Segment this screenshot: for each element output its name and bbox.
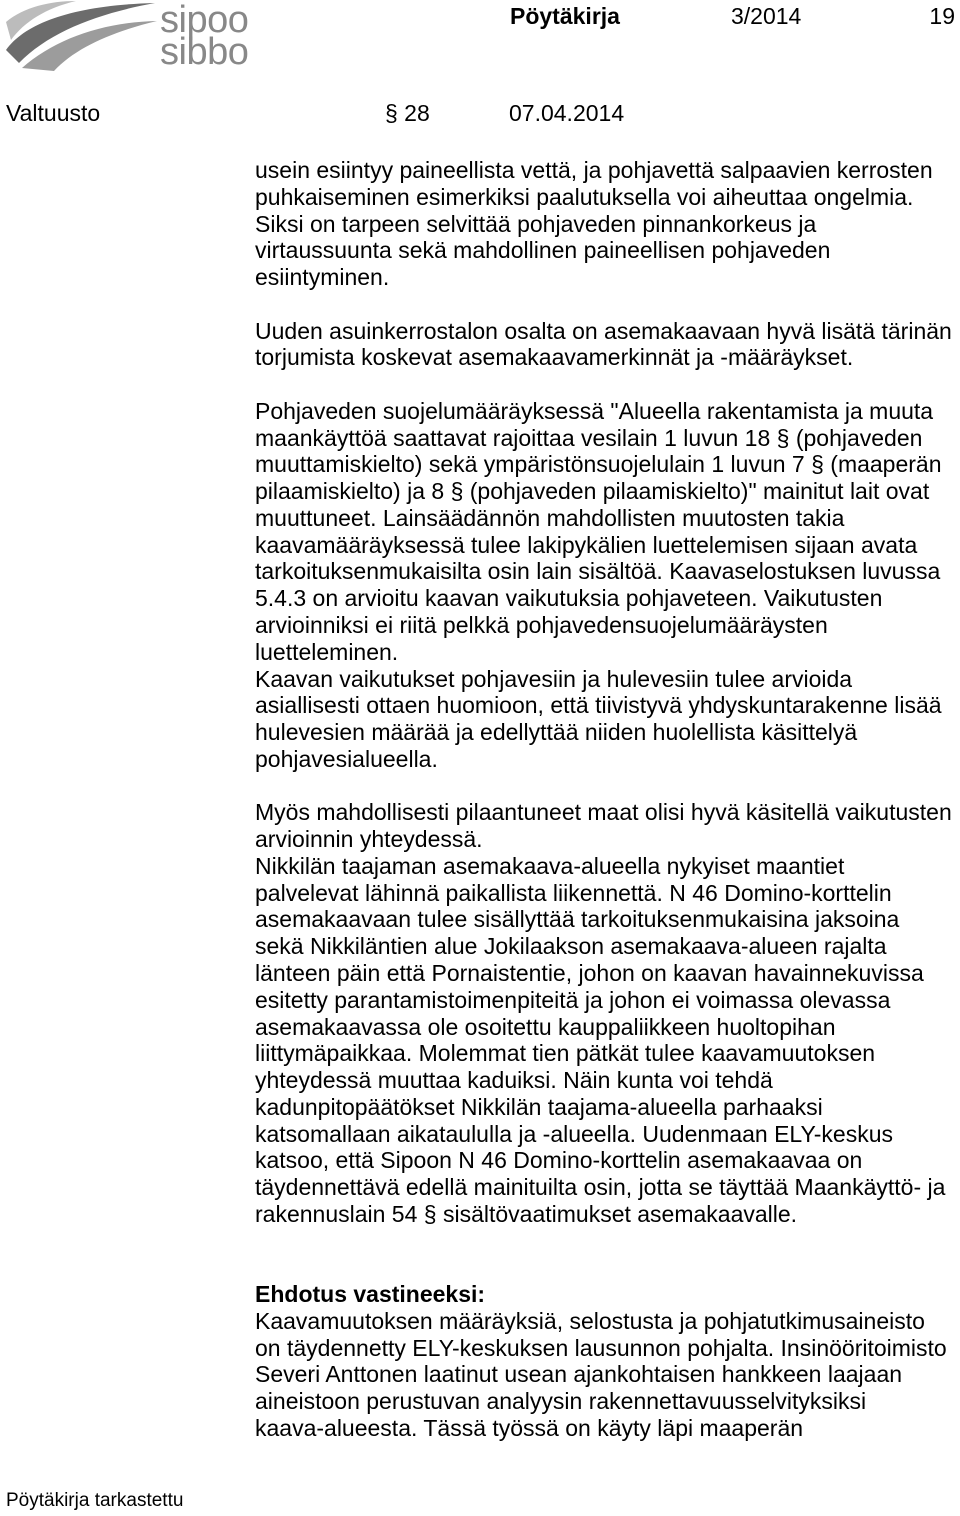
text-line: asiallisesti ottaen huomioon, että tiivistyvä yhdyskuntarakenne lisää xyxy=(255,692,942,719)
text-line: katsoo, että Sipoon N 46 Domino-korttelin asemakaavaa on xyxy=(255,1147,863,1174)
text-line: Severi Anttonen laatinut usean ajankohtaisen hankkeen laajaan xyxy=(255,1361,903,1388)
text-line: täydennettävä edellä mainituilta osin, jotta se täyttää Maankäyttö- ja xyxy=(255,1174,946,1201)
text-line: puhkaiseminen esimerkiksi paalutuksella voi aiheuttaa ongelmia. xyxy=(255,183,914,210)
governing-body: Valtuusto xyxy=(6,100,101,126)
text-line: Kaavan vaikutukset pohjavesiin ja hulevesiin tulee arvioida xyxy=(255,665,853,692)
text-line: Nikkilän taajaman asemakaava-alueella nykyiset maantiet xyxy=(255,852,845,879)
text-line: luetteleminen. xyxy=(255,638,399,665)
text-line: pilaamiskielto) ja 8 § (pohjaveden pilaamiskielto)" mainitut lait ovat xyxy=(255,478,930,505)
logo-text-finnish: sipoo xyxy=(160,0,249,41)
text-line: esiintyminen. xyxy=(255,264,390,291)
text-line: rakennuslain 54 § sisältövaatimukset asemakaavalle. xyxy=(255,1200,798,1227)
page-number: 19 xyxy=(929,3,955,29)
text-line: arvioinniksi ei riitä pelkkä pohjavedensuojelumääräysten xyxy=(255,612,828,639)
text-line: on täydennetty ELY-keskuksen lausunnon pohjalta. Insinööritoimisto xyxy=(255,1334,947,1361)
text-line: esitetty parantamistoimenpiteitä ja johon ei voimassa olevassa xyxy=(255,986,891,1013)
text-line: liittymäpaikkaa. Molemmat tien pätkät tulee kaavamuutoksen xyxy=(255,1040,876,1067)
text-line: muuttamiskielto) sekä ympäristönsuojelulain 1 luvun 7 § (maaperän xyxy=(255,451,942,478)
paragraph xyxy=(255,157,955,291)
sipoo-swoosh-logo-icon xyxy=(4,0,159,72)
text-line: arvioinnin yhteydessä. xyxy=(255,826,483,853)
municipality-logo xyxy=(0,0,256,74)
text-line: usein esiintyy paineellista vettä, ja pohjavettä salpaavien kerrosten xyxy=(255,157,933,183)
section-number: § 28 xyxy=(385,100,430,126)
text-line: yhteydessä muuttaa kaduiksi. Näin kunta voi tehdä xyxy=(255,1067,773,1094)
text-line: sekä Nikkiläntien alue Jokilaakson asemakaava-alueen rajalta xyxy=(255,933,887,960)
text-line: palvelevat lähinnä paikallista liikennettä. N 46 Domino-korttelin xyxy=(255,879,892,906)
paragraph xyxy=(255,398,955,773)
proposal-heading: Ehdotus vastineeksi: xyxy=(255,1281,486,1308)
footer-verification-note: Pöytäkirja tarkastettu xyxy=(6,1490,184,1511)
text-line: Uuden asuinkerrostalon osalta on asemakaavaan hyvä lisätä tärinän xyxy=(255,317,952,344)
proposal-paragraph xyxy=(255,1281,955,1442)
text-line: Siksi on tarpeen selvittää pohjaveden pinnankorkeus ja xyxy=(255,210,817,237)
text-line: kadunpitopäätökset Nikkilän taajama-alueella parhaaksi xyxy=(255,1093,823,1120)
text-line: Kaavamuutoksen määräyksiä, selostusta ja pohjatutkimusaineisto xyxy=(255,1307,925,1334)
text-line: virtaussuunta sekä mahdollinen paineellisen pohjaveden xyxy=(255,237,831,264)
text-line: katsomallaan aikataululla ja -alueella. Uudenmaan ELY-keskus xyxy=(255,1120,893,1147)
text-line: asemakaavaan tulee sisällyttää tarkoituksenmukaisina jaksoina xyxy=(255,906,900,933)
document-type: Pöytäkirja xyxy=(510,3,620,29)
text-line: kaavamääräyksessä tulee lakipykälien luettelemisen sijaan avata xyxy=(255,531,918,558)
paragraph xyxy=(255,799,955,1227)
meeting-date: 07.04.2014 xyxy=(509,100,625,126)
paragraph xyxy=(255,318,955,372)
text-line: hulevesien määrää ja edellyttää niiden huolellista käsittelyä xyxy=(255,719,858,746)
logo-swoosh-graphic xyxy=(4,0,159,72)
text-line: torjumista koskevat asemakaavamerkinnät ja -määräykset. xyxy=(255,344,854,371)
text-line: kaava-alueesta. Tässä työssä on käyty läpi maaperän xyxy=(255,1414,804,1441)
text-line: pohjavesialueella. xyxy=(255,745,438,772)
text-line: länteen päin että Pornaistentie, johon on kaavan havainnekuvissa xyxy=(255,959,924,986)
text-line: tarkoituksenmukaisilta osin lain sisältöä. Kaavaselostuksen luvussa xyxy=(255,558,941,585)
text-line: 5.4.3 on arvioitu kaavan vaikutuksia pohjaveteen. Vaikutusten xyxy=(255,585,883,612)
text-line: Pohjaveden suojelumääräyksessä "Alueella rakentamista ja muuta xyxy=(255,397,934,424)
text-line: muuttuneet. Lainsäädännön mahdollisten muutosten takia xyxy=(255,504,845,531)
document-body xyxy=(255,157,955,1442)
text-line: asemakaavassa ole osoitettu kauppaliikkeen huoltopihan xyxy=(255,1013,836,1040)
document-number: 3/2014 xyxy=(731,3,802,29)
text-line: Myös mahdollisesti pilaantuneet maat olisi hyvä käsitellä vaikutusten xyxy=(255,799,952,826)
text-line: aineistoon perustuvan analyysin rakennettavuusselvityksiksi xyxy=(255,1388,867,1415)
logo-text-swedish: sibbo xyxy=(160,31,249,73)
text-line: maankäyttöä saattavat rajoittaa vesilain 1 luvun 18 § (pohjaveden xyxy=(255,424,923,451)
